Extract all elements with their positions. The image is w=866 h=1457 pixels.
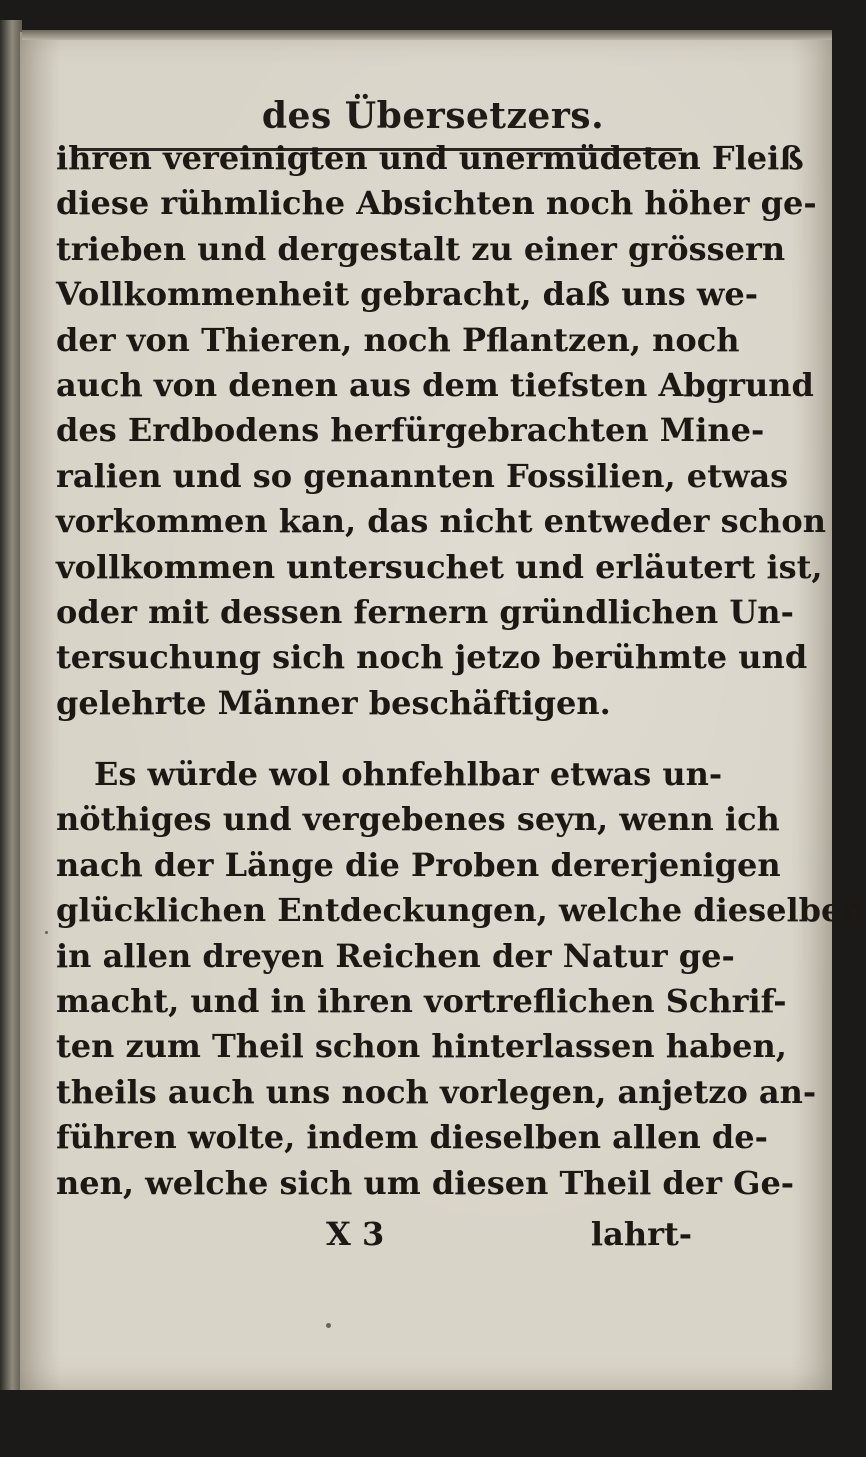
text-line: oder mit dessen fernern gründlichen Un- [56,592,794,631]
paper-speck [45,931,48,934]
text-line: nöthiges und vergebenes seyn, wenn ich [56,800,780,839]
text-line: Vollkommenheit gebracht, daß uns we- [56,275,759,314]
text-line: nach der Länge die Proben dererjenigen [56,845,781,884]
text-line: führen wolte, indem dieselben allen de- [56,1118,768,1157]
text-line: theils auch uns noch vorlegen, anjetzo an- [56,1072,817,1111]
text-line: tersuchung sich noch jetzo berühmte und [56,638,808,677]
page-top-edge [22,30,832,40]
text-line: auch von denen aus dem tiefsten Abgrund [56,365,814,404]
text-line: vorkommen kan, das nicht entweder schon [56,502,827,541]
paper-speck [326,1323,331,1328]
page-footer [56,1212,692,1257]
facing-page-edge [0,20,22,1390]
text-line: vollkommen untersuchet und erläutert ist, [56,547,823,586]
text-line: trieben und dergestalt zu einer grössern [56,229,786,268]
text-line: ihren vereinigten und unermüdeten Fleiß [56,139,804,177]
text-line: ten zum Theil schon hinterlassen haben, [56,1027,787,1066]
text-line: ralien und so genannten Fossilien, etwas [56,456,789,495]
paragraph-2 [56,752,865,1206]
text-line: Es würde wol ohnfehlbar etwas un- [94,755,723,793]
text-line: diese rühmliche Absichten noch höher ge- [56,184,817,223]
text-line: in allen dreyen Reichen der Natur ge- [56,936,735,975]
paragraph-1 [56,136,827,726]
catchword: lahrt- [590,1215,692,1253]
text-line: glücklichen Entdeckungen, welche dieselben [56,891,865,930]
text-line: gelehrte Männer beschäftigen. [56,683,611,722]
signature-mark: X 3 [326,1215,385,1253]
text-line: des Erdbodens herfürgebrachten Mine- [56,411,765,450]
text-line: der von Thieren, noch Pflantzen, noch [56,320,740,359]
running-header: des Übersetzers. [261,95,605,137]
text-line: macht, und in ihren vortreflichen Schrif- [56,981,787,1020]
text-line: nen, welche sich um diesen Theil der Ge- [56,1163,795,1202]
